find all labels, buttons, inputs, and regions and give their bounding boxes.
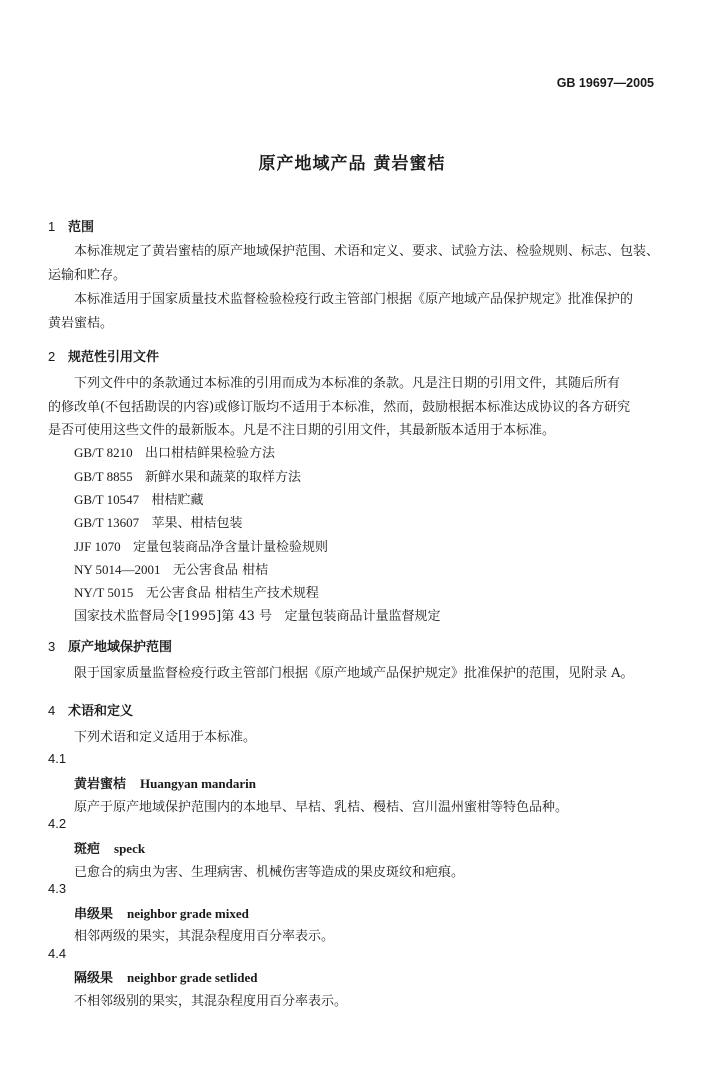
reference-item [74, 489, 204, 508]
section-1-paragraph-2-line-2: 黄岩蜜桔。 [48, 316, 114, 331]
term-definition: 相邻两级的果实，其混杂程度用百分率表示。 [74, 929, 335, 944]
term-definition: 已愈合的病虫为害、生理病害、机械伤害等造成的果皮斑纹和疤痕。 [74, 865, 465, 880]
term-en: neighbor grade mixed [127, 906, 249, 921]
term-heading [74, 903, 249, 922]
reference-code: GB/T 13607 [74, 515, 140, 530]
section-2-paragraph-line-3: 是否可使用这些文件的最新版本。凡是不注日期的引用文件，其最新版本适用于本标准。 [48, 423, 556, 438]
clause-number: 4.2 [48, 816, 67, 831]
reference-code: NY 5014—2001 [74, 562, 161, 577]
reference-title: 新鲜水果和蔬菜的取样方法 [145, 470, 302, 485]
reference-title: 柑桔贮藏 [151, 493, 204, 508]
term-definition: 原产于原产地域保护范围内的本地早、早桔、乳桔、槾桔、宫川温州蜜柑等特色品种。 [74, 800, 569, 815]
clause-number: 4.3 [48, 881, 67, 896]
section-3-paragraph: 限于国家质量监督检疫行政主管部门根据《原产地域产品保护规定》批准保护的范围，见附录 A。 [74, 666, 634, 681]
document-title: 原产地域产品 黄岩蜜桔 [258, 154, 446, 174]
reference-title: 出口柑桔鲜果检验方法 [145, 446, 276, 461]
section-title: 术语和定义 [68, 704, 134, 719]
section-number: 1 [48, 219, 56, 234]
section-2-paragraph-line-2: 的修改单(不包括勘误的内容)或修订版均不适用于本标准，然而，鼓励根据本标准达成协议的各方研究 [48, 400, 631, 415]
reference-item [74, 536, 328, 555]
reference-code: NY/T 5015 [74, 585, 134, 600]
term-zh: 黄岩蜜桔 [74, 777, 127, 792]
section-title: 范围 [68, 220, 95, 235]
reference-title: 定量包装商品净含量计量检验规则 [133, 540, 329, 555]
section-2-paragraph-line-1: 下列文件中的条款通过本标准的引用而成为本标准的条款。凡是注日期的引用文件，其随后所有 [74, 376, 621, 391]
reference-code: JJF 1070 [74, 539, 121, 554]
section-number: 2 [48, 349, 56, 364]
section-2-heading [48, 346, 159, 365]
reference-item [74, 605, 440, 624]
section-1-paragraph-1-line-2: 运输和贮存。 [48, 268, 127, 283]
clause-number: 4.1 [48, 751, 67, 766]
term-en: speck [114, 841, 146, 856]
section-title: 规范性引用文件 [68, 350, 160, 365]
section-4-heading [48, 700, 133, 719]
standard-number: GB 19697—2005 [556, 76, 654, 90]
section-1-heading [48, 216, 94, 235]
section-title: 原产地域保护范围 [68, 640, 173, 655]
reference-title: 无公害食品 柑桔生产技术规程 [145, 586, 319, 601]
reference-item [74, 442, 275, 461]
reference-title: 定量包装商品计量监督规定 [284, 609, 441, 624]
term-zh: 隔级果 [74, 971, 114, 986]
term-heading [74, 967, 258, 986]
section-number: 3 [48, 639, 56, 654]
reference-item [74, 466, 301, 485]
reference-code: GB/T 10547 [74, 492, 140, 507]
term-definition: 不相邻级别的果实，其混杂程度用百分率表示。 [74, 994, 348, 1009]
reference-item [74, 559, 268, 578]
section-number: 4 [48, 703, 56, 718]
reference-code: GB/T 8210 [74, 445, 133, 460]
reference-code: GB/T 8855 [74, 469, 133, 484]
reference-title: 苹果、柑桔包装 [151, 516, 243, 531]
term-en: Huangyan mandarin [140, 776, 256, 791]
term-heading [74, 773, 256, 792]
term-zh: 串级果 [74, 907, 114, 922]
section-1-paragraph-1-line-1: 本标准规定了黄岩蜜桔的原产地域保护范围、术语和定义、要求、试验方法、检验规则、标志、包装、 [74, 244, 660, 259]
reference-item [74, 582, 319, 601]
reference-item [74, 512, 243, 531]
clause-number: 4.4 [48, 946, 67, 961]
section-4-paragraph: 下列术语和定义适用于本标准。 [74, 730, 257, 745]
term-zh: 斑疤 [74, 842, 101, 857]
section-1-paragraph-2-line-1: 本标准适用于国家质量技术监督检验检疫行政主管部门根据《原产地域产品保护规定》批准保护的 [74, 292, 634, 307]
reference-code: 国家技术监督局令[1995]第 43 号 [74, 609, 273, 624]
term-heading [74, 838, 145, 857]
reference-title: 无公害食品 柑桔 [172, 563, 269, 578]
section-3-heading [48, 636, 172, 655]
term-en: neighbor grade setlided [127, 970, 258, 985]
